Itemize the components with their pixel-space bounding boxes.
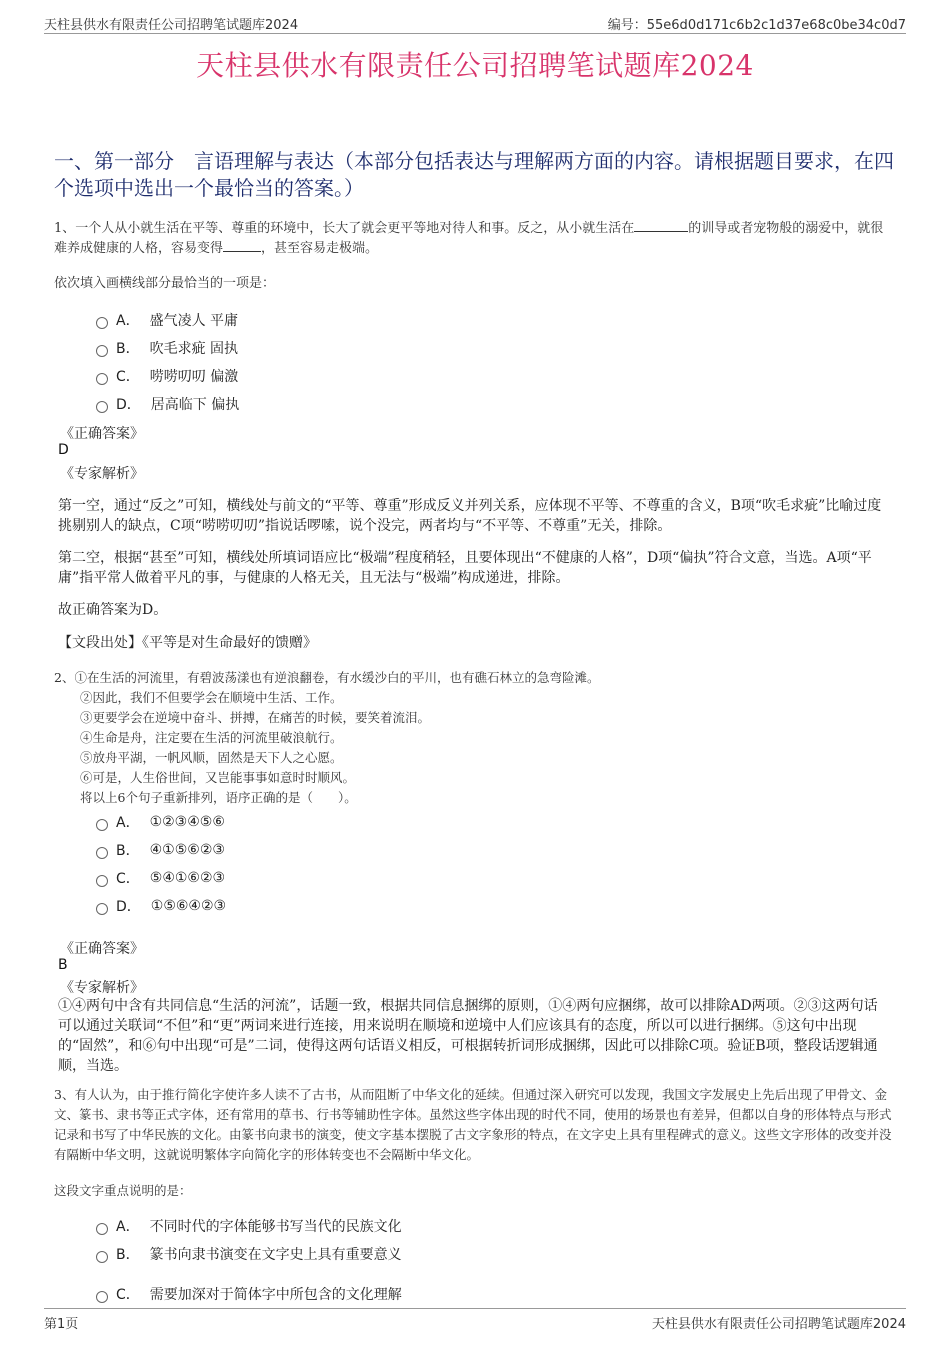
page-title: 天柱县供水有限责任公司招聘笔试题库2024 bbox=[196, 49, 754, 82]
q3-option-b[interactable]: B． 篆书向隶书演变在文字史上具有重要意义 bbox=[96, 1244, 402, 1264]
header-divider bbox=[44, 33, 906, 34]
radio-icon[interactable] bbox=[96, 1251, 108, 1263]
footer-divider bbox=[44, 1308, 906, 1309]
footer-doc-title: 天柱县供水有限责任公司招聘笔试题库2024 bbox=[651, 1317, 906, 1332]
q2-option-b[interactable]: B． ④①⑤⑥②③ bbox=[96, 840, 225, 860]
q2-answer-label: 《正确答案》 bbox=[60, 941, 144, 957]
q2-analysis-label: 《专家解析》 bbox=[60, 980, 144, 996]
q1-answer-label: 《正确答案》 bbox=[60, 426, 144, 442]
radio-icon[interactable] bbox=[96, 819, 108, 831]
q2-sentence: ③更要学会在逆境中奋斗、拼搏，在痛苦的时候，要笑着流泪。 bbox=[80, 710, 431, 725]
q1-option-d[interactable]: D． 居高临下 偏执 bbox=[96, 394, 239, 414]
q2-sentence: ⑥可是，人生俗世间，又岂能事事如意时时顺风。 bbox=[80, 770, 356, 785]
q1-analysis-label: 《专家解析》 bbox=[60, 466, 144, 482]
q1-answer: D bbox=[58, 442, 69, 458]
blank-2 bbox=[223, 251, 261, 252]
q2-answer: B bbox=[58, 957, 68, 973]
radio-icon[interactable] bbox=[96, 875, 108, 887]
question-2-intro: 2、①在生活的河流里，有碧波荡漾也有逆浪翻卷，有水缓沙白的平川，也有礁石林立的急弯险滩。 bbox=[54, 670, 600, 685]
radio-icon[interactable] bbox=[96, 373, 108, 385]
q2-sentence: ④生命是舟，注定要在生活的河流里破浪航行。 bbox=[80, 730, 343, 745]
q2-option-d[interactable]: D． ①⑤⑥④②③ bbox=[96, 896, 226, 916]
question-3-text: 3、有人认为，由于推行简化字使许多人读不了古书，从而阻断了中华文化的延续。但通过深入研究可以发现，我国文字发展史上先后出现了甲骨文、金文、篆书、隶书等正式字体，还有常用的草书、行书等辅助性字体。虽然这些字体出现的时代不同，使用的场景也有差异，但都以自身的形体特点与形式记录和书写了中华民族的文化。由篆书向隶书的演变，使文字基本摆脱了古文字象形的特点，在文字史上具有里程碑式的意义。这些文字形体的改变并没有隔断中华文明，这就说明繁体字向简化字的形体转变也不会隔断中华文化。 bbox=[54, 1087, 892, 1162]
q2-option-c[interactable]: C． ⑤④①⑥②③ bbox=[96, 868, 225, 888]
header-doc-title: 天柱县供水有限责任公司招聘笔试题库2024 bbox=[44, 18, 299, 33]
q1-option-c[interactable]: C． 唠唠叨叨 偏激 bbox=[96, 366, 238, 386]
q1-option-b[interactable]: B． 吹毛求疵 固执 bbox=[96, 338, 238, 358]
q3-option-c[interactable]: C． 需要加深对于简体字中所包含的文化理解 bbox=[96, 1284, 402, 1304]
header-doc-id: 编号：55e6d0d171c6b2c1d37e68c0be34c0d7 bbox=[607, 18, 906, 33]
radio-icon[interactable] bbox=[96, 401, 108, 413]
radio-icon[interactable] bbox=[96, 847, 108, 859]
page-number: 第1页 bbox=[44, 1317, 79, 1332]
radio-icon[interactable] bbox=[96, 903, 108, 915]
question-1-prompt: 依次填入画横线部分最恰当的一项是： bbox=[54, 276, 276, 291]
q2-option-a[interactable]: A． ①②③④⑤⑥ bbox=[96, 812, 225, 832]
q2-prompt: 将以上6个句子重新排列，语序正确的是（ ）。 bbox=[80, 790, 357, 805]
q1-source: 【文段出处】《平等是对生命最好的馈赠》 bbox=[58, 635, 317, 651]
question-1-text: 1、一个人从小就生活在平等、尊重的环境中，长大了就会更平等地对待人和事。反之，从小就生活在 的训导或者宠物般的溺爱中，就很难养成健康的人格，容易变得 ，甚至容易走极端。 bbox=[54, 221, 884, 256]
q3-option-a[interactable]: A． 不同时代的字体能够书写当代的民族文化 bbox=[96, 1216, 402, 1236]
q2-analysis: ①④两句中含有共同信息“生活的河流”，话题一致，根据共同信息捆绑的原则，①④两句应捆绑，故可以排除AD两项。②③这两句话可以通过关联词“不但”和“更”两词来进行连接，用来说明在顺境和逆境中人们应该具有的态度，所以可以进行捆绑。⑤这句中出现的“固然”，和⑥句中出现“可是”二词，使得这两句话语义相反，可根据转折词形成捆绑，因此可以排除C项。验证B项，整段话逻辑通顺，当选。 bbox=[58, 998, 878, 1074]
radio-icon[interactable] bbox=[96, 317, 108, 329]
question-3-prompt: 这段文字重点说明的是： bbox=[54, 1183, 192, 1198]
radio-icon[interactable] bbox=[96, 345, 108, 357]
blank-1 bbox=[634, 231, 688, 232]
q1-analysis-2: 第二空，根据“甚至”可知，横线处所填词语应比“极端”程度稍轻，且要体现出“不健康的人格”，D项“偏执”符合文意，当选。A项“平庸”指平常人做着平凡的事，与健康的人格无关，且无法与“极端”构成递进，排除。 bbox=[58, 550, 872, 586]
q1-option-a[interactable]: A． 盛气凌人 平庸 bbox=[96, 310, 238, 330]
q2-sentence: ②因此，我们不但要学会在顺境中生活、工作。 bbox=[80, 690, 343, 705]
q1-analysis-1: 第一空，通过“反之”可知，横线处与前文的“平等、尊重”形成反义并列关系，应体现不平等、不尊重的含义，B项“吹毛求疵”比喻过度挑剔别人的缺点，C项“唠唠叨叨”指说话啰嗦，说个没完，两者均与“不平等、不尊重”无关，排除。 bbox=[58, 498, 882, 534]
section-heading: 一、第一部分 言语理解与表达（本部分包括表达与理解两方面的内容。请根据题目要求，在四个选项中选出一个最恰当的答案。） bbox=[54, 149, 894, 200]
q2-sentence: ⑤放舟平湖，一帆风顺，固然是天下人之心愿。 bbox=[80, 750, 343, 765]
radio-icon[interactable] bbox=[96, 1291, 108, 1303]
radio-icon[interactable] bbox=[96, 1223, 108, 1235]
q1-analysis-3: 故正确答案为D。 bbox=[58, 602, 168, 618]
